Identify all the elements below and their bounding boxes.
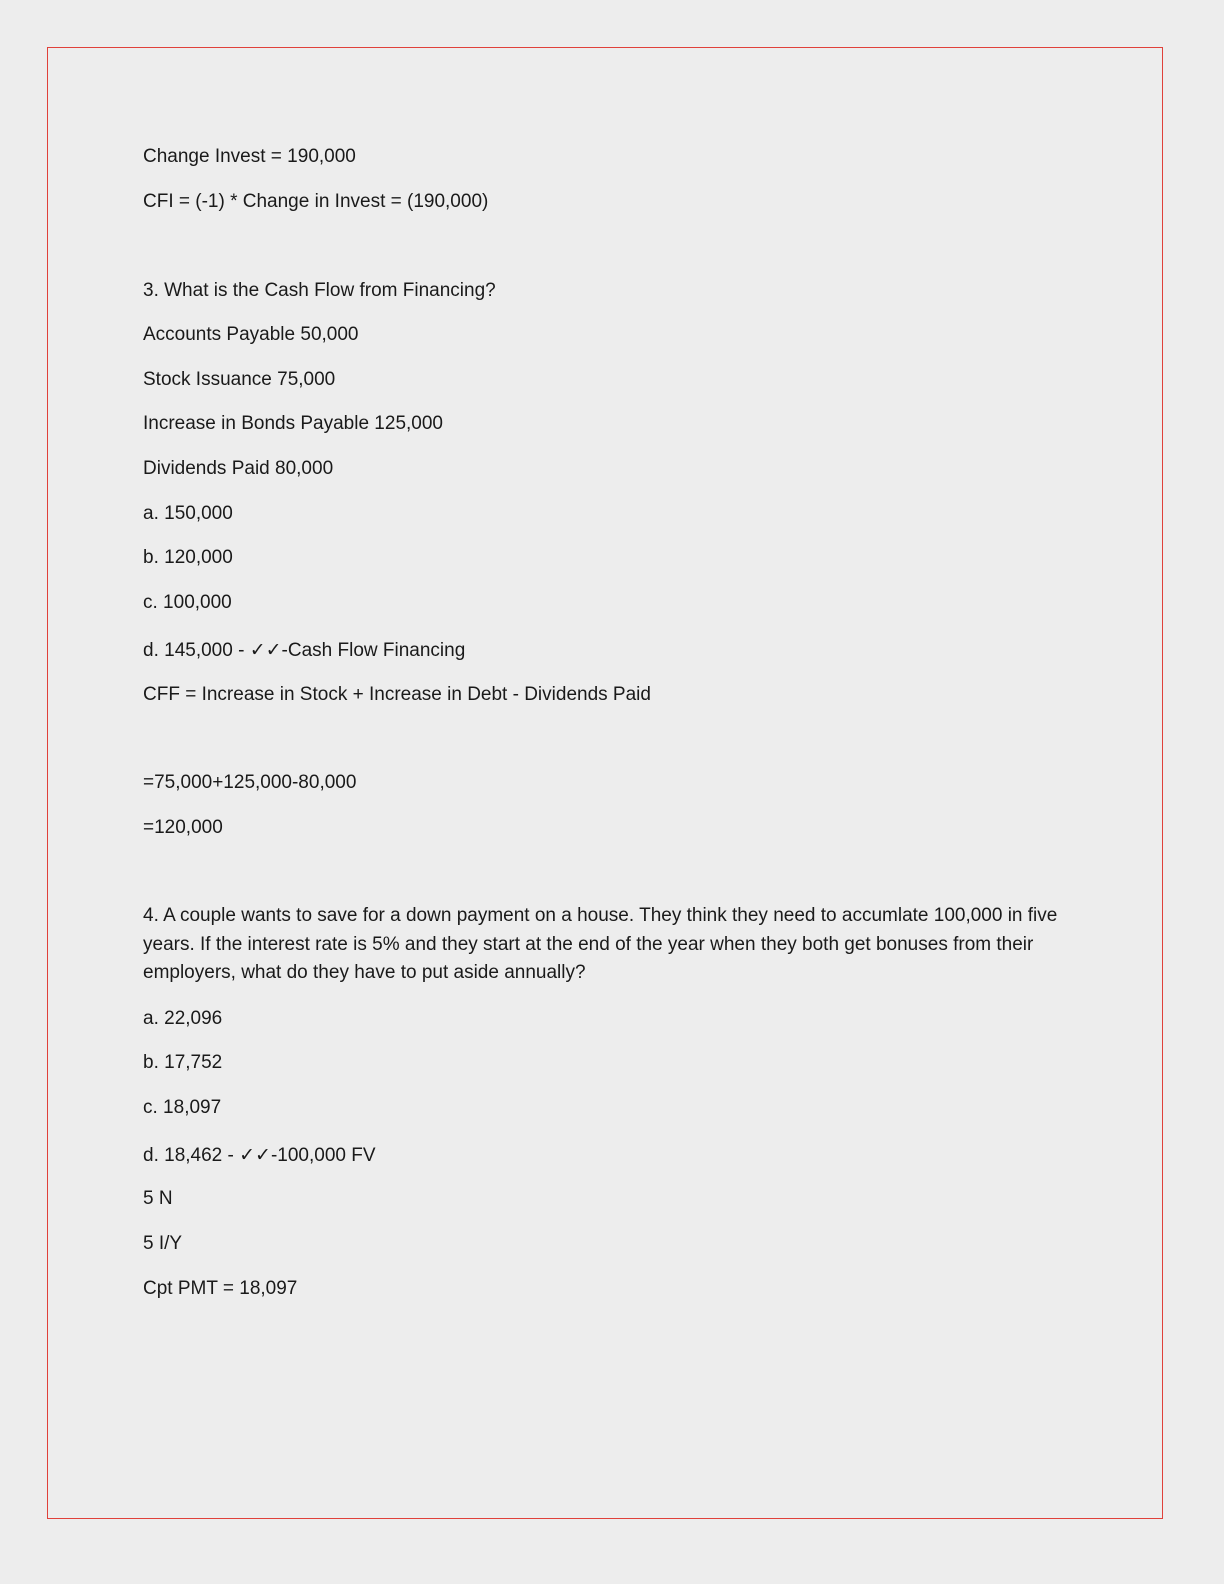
double-check-icon: ✓✓ xyxy=(249,639,282,661)
q4-option-d-note: -100,000 FV xyxy=(270,1145,376,1166)
cff-formula-line: CFF = Increase in Stock + Increase in Debt - Dividends Paid xyxy=(143,684,651,705)
q4-option-d xyxy=(143,1143,376,1168)
q3-option-c: c. 100,000 xyxy=(143,592,232,613)
stock-issuance-line: Stock Issuance 75,000 xyxy=(143,369,336,390)
q4-option-d-text: d. 18,462 - xyxy=(143,1145,240,1166)
cfi-line: CFI = (-1) * Change in Invest = (190,000) xyxy=(143,191,489,212)
accounts-payable-line: Accounts Payable 50,000 xyxy=(143,324,359,345)
double-check-icon: ✓✓ xyxy=(239,1144,271,1166)
calculation-line-2: =120,000 xyxy=(143,817,223,838)
q3-option-a: a. 150,000 xyxy=(143,503,233,524)
q3-option-d-text: d. 145,000 - xyxy=(143,640,250,661)
dividends-paid-line: Dividends Paid 80,000 xyxy=(143,458,334,479)
n-line: 5 N xyxy=(143,1188,173,1209)
q4-option-b: b. 17,752 xyxy=(143,1052,223,1073)
calculation-line-1: =75,000+125,000-80,000 xyxy=(143,772,357,793)
pmt-line: Cpt PMT = 18,097 xyxy=(143,1278,298,1299)
question-4: 4. A couple wants to save for a down payment on a house. They think they need to accumlate 100,000 in five years. If the interest rate is 5% and they start at the end of the year when they both get bonuses from their employers, what do they have to put aside annually? xyxy=(143,905,1058,983)
q3-option-d-note: -Cash Flow Financing xyxy=(281,640,466,661)
q4-option-a: a. 22,096 xyxy=(143,1008,223,1029)
iy-line: 5 I/Y xyxy=(143,1233,183,1254)
question-3: 3. What is the Cash Flow from Financing? xyxy=(143,280,496,301)
bonds-payable-line: Increase in Bonds Payable 125,000 xyxy=(143,413,443,434)
q3-option-d xyxy=(143,638,465,663)
q3-option-b: b. 120,000 xyxy=(143,547,233,568)
q4-option-c: c. 18,097 xyxy=(143,1097,222,1118)
change-invest-line: Change Invest = 190,000 xyxy=(143,146,356,167)
